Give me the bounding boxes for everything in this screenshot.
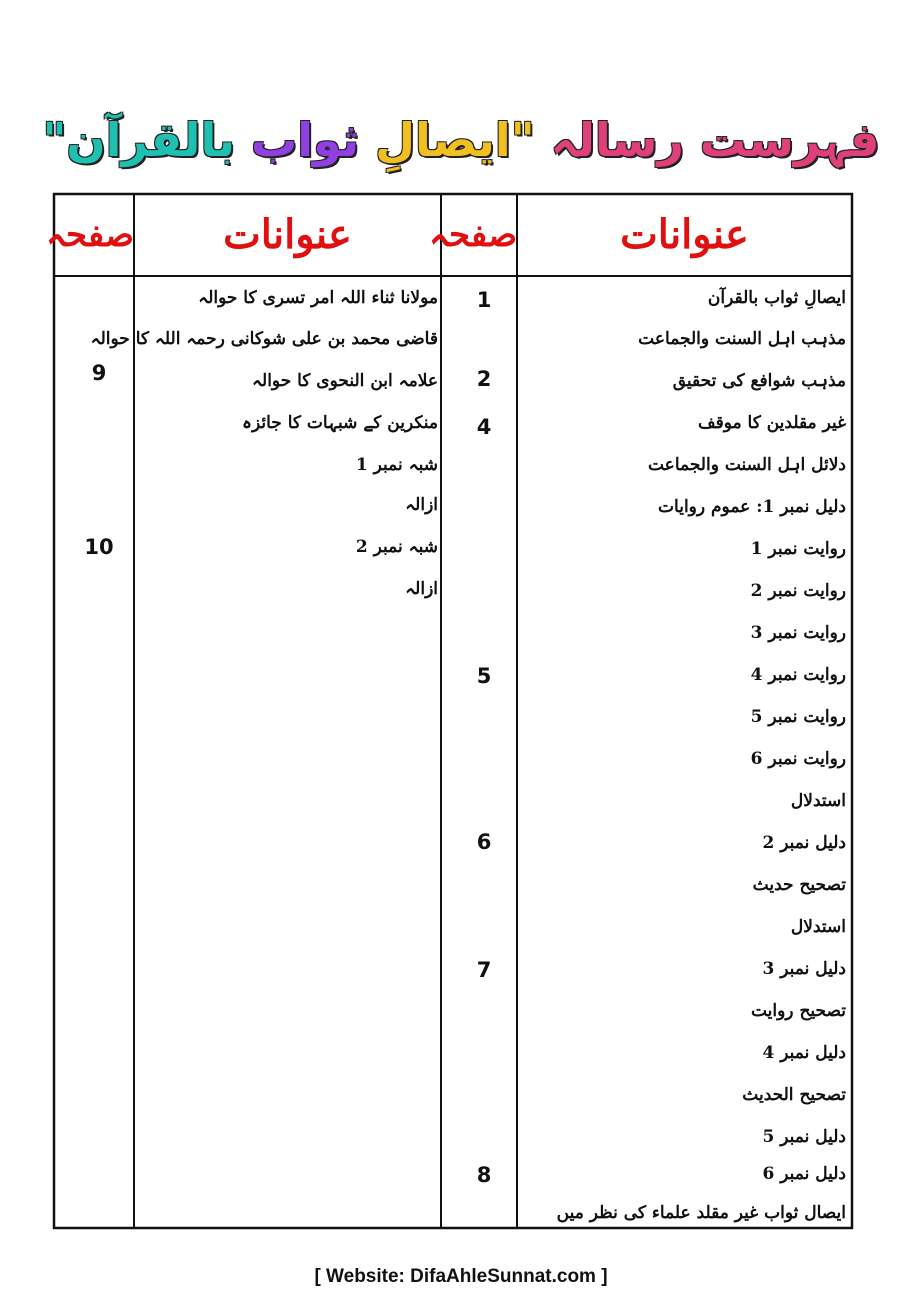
topic-entry: دلیل نمبر 4 <box>762 1043 846 1063</box>
title-part: بالقرآن" <box>42 113 252 167</box>
header-topics-right: عنوانات <box>620 211 749 258</box>
topic-entry: استدلال <box>790 917 846 937</box>
topic-entry: غیر مقلدین کا موقف <box>698 413 846 433</box>
topic-entry: مذہب شوافع کی تحقیق <box>672 371 846 391</box>
title-part: ثواب <box>251 113 376 167</box>
topic-entry: تصحیح روایت <box>750 1001 846 1021</box>
topic-entry: قاضی محمد بن علی شوکانی رحمہ اللہ کا حوالہ <box>90 329 438 349</box>
topic-entry: مولانا ثناء اللہ امر تسری کا حوالہ <box>198 288 438 308</box>
page-number: 6 <box>476 830 492 854</box>
topic-entry: ازالہ <box>405 495 438 515</box>
topic-entry: روایت نمبر 6 <box>750 749 846 769</box>
page-number: 10 <box>84 535 114 559</box>
website-footer: [ Website: DifaAhleSunnat.com ] <box>314 1266 608 1287</box>
topic-entry: شبہ نمبر 1 <box>355 455 438 475</box>
topic-entry: دلیل نمبر 1: عموم روایات <box>658 497 846 517</box>
page-number: 4 <box>476 415 492 439</box>
topic-entry: منکرین کے شبہات کا جائزہ <box>242 413 438 433</box>
topic-entry: روایت نمبر 2 <box>750 581 846 601</box>
topic-entry: علامہ ابن النحوی کا حوالہ <box>252 371 438 391</box>
topic-entry: تصحیح الحدیث <box>742 1085 846 1105</box>
title-part: "ایصالِ <box>375 113 535 167</box>
header-page-right: صفحہ <box>429 215 517 255</box>
topic-entry: ازالہ <box>405 579 438 599</box>
topic-entry: شبہ نمبر 2 <box>355 537 438 557</box>
title-part: فہرست رسالہ <box>534 113 880 167</box>
topic-entry: روایت نمبر 5 <box>750 707 846 727</box>
page-number: 7 <box>476 958 492 982</box>
page-number: 9 <box>91 361 107 385</box>
topic-entry: مذہب اہل السنت والجماعت <box>638 329 846 349</box>
topic-entry: دلائل اہل السنت والجماعت <box>647 455 846 475</box>
topic-entry: دلیل نمبر 2 <box>762 833 846 853</box>
page-number: 2 <box>476 367 492 391</box>
page-number: 5 <box>476 664 492 688</box>
page-number: 8 <box>476 1163 492 1187</box>
topic-entry: روایت نمبر 4 <box>750 665 846 685</box>
topic-entry: استدلال <box>790 791 846 811</box>
page-number: 1 <box>476 288 492 312</box>
topic-entry: تصحیح حدیث <box>752 875 846 895</box>
topic-entry: دلیل نمبر 6 <box>762 1164 846 1184</box>
topic-entry: روایت نمبر 3 <box>750 623 846 643</box>
header-page-left: صفحہ <box>46 215 134 255</box>
topic-entry: دلیل نمبر 3 <box>762 959 846 979</box>
topic-entry: دلیل نمبر 5 <box>762 1127 846 1147</box>
topic-entry: ایصال ثواب غیر مقلد علماء کی نظر میں <box>556 1203 846 1223</box>
topic-entry: ایصالِ ثواب بالقرآن <box>707 288 846 308</box>
header-topics-left: عنوانات <box>223 211 352 258</box>
topic-entry: روایت نمبر 1 <box>750 539 846 559</box>
